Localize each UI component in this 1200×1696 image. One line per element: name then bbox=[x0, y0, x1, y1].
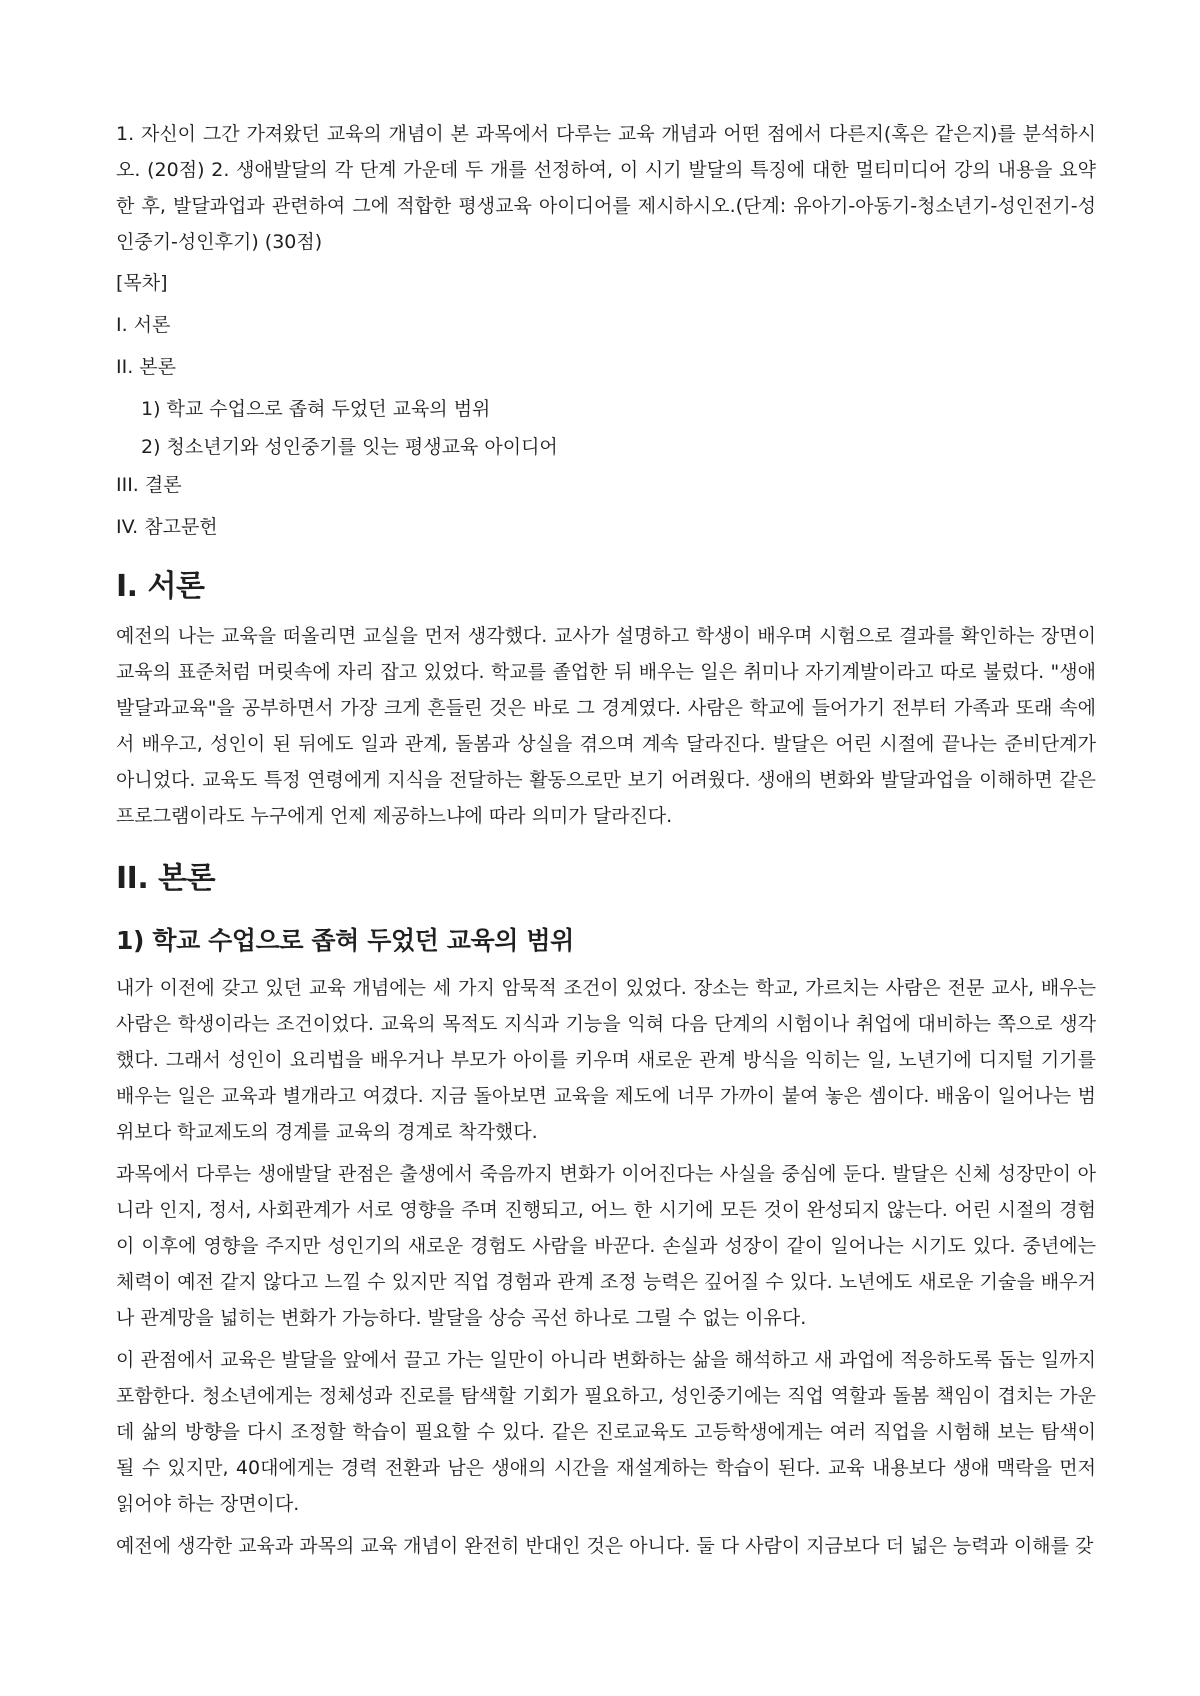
toc-item-references: IV. 참고문헌 bbox=[116, 516, 218, 538]
body-paragraph: 예전에 생각한 교육과 과목의 교육 개념이 완전히 반대인 것은 아니다. 둘 다 사람이 지금보다 더 넓은 능력과 이해를 갖 bbox=[116, 1535, 1094, 1557]
toc-item-intro: I. 서론 bbox=[116, 314, 171, 336]
section-heading-body: II. 본론 bbox=[116, 861, 216, 896]
body-paragraph: 내가 이전에 갖고 있던 교육 개념에는 세 가지 암묵적 조건이 있었다. 장소는 학교, 가르치는 사람은 전문 교사, 배우는 사람은 학생이라는 조건이었다. 교육의 목적도 지식과 기능을 익혀 다음 단계의 시험이나 취업에 대비하는 쪽으로 생각했다. 그래서 성인이 요리법을 배우거나 부모가 아이를 키우며 새로운 관계 방식을 익히는 일, 노년기에 디지털 기기를 배우는 일은 교육과 별개라고 여겼다. 지금 돌아보면 교육을 제도에 너무 가까이 붙여 놓은 셈이다. 배움이 일어나는 범위보다 학교제도의 경계를 교육의 경계로 착각했다. bbox=[116, 977, 1096, 1143]
section-heading-intro: I. 서론 bbox=[116, 569, 205, 604]
table-of-contents bbox=[116, 268, 1096, 542]
toc-item-body: II. 본론 bbox=[116, 356, 176, 378]
toc-item-body-sub2: 2) 청소년기와 성인중기를 잇는 평생교육 아이디어 bbox=[141, 436, 558, 458]
intro-paragraph: 예전의 나는 교육을 떠올리면 교실을 먼저 생각했다. 교사가 설명하고 학생이 배우며 시험으로 결과를 확인하는 장면이 교육의 표준처럼 머릿속에 자리 잡고 있었다. 학교를 졸업한 뒤 배우는 일은 취미나 자기계발이라고 따로 불렀다. "생애발달과교육"을 공부하면서 가장 크게 흔들린 것은 바로 그 경계였다. 사람은 학교에 들어가기 전부터 가족과 또래 속에서 배우고, 성인이 된 뒤에도 일과 관계, 돌봄과 상실을 겪으며 계속 달라진다. 발달은 어린 시절에 끝나는 준비단계가 아니었다. 교육도 특정 연령에게 지식을 전달하는 활동으로만 보기 어려웠다. 생애의 변화와 발달과업을 이해하면 같은 프로그램이라도 누구에게 언제 제공하느냐에 따라 의미가 달라진다. bbox=[116, 625, 1096, 827]
body-paragraph: 과목에서 다루는 생애발달 관점은 출생에서 죽음까지 변화가 이어진다는 사실을 중심에 둔다. 발달은 신체 성장만이 아니라 인지, 정서, 사회관계가 서로 영향을 주며 진행되고, 어느 한 시기에 모든 것이 완성되지 않는다. 어린 시절의 경험이 이후에 영향을 주지만 성인기의 새로운 경험도 사람을 바꾼다. 손실과 성장이 같이 일어나는 시기도 있다. 중년에는 체력이 예전 같지 않다고 느낄 수 있지만 직업 경험과 관계 조정 능력은 깊어질 수 있다. 노년에도 새로운 기술을 배우거나 관계망을 넓히는 변화가 가능하다. 발달을 상승 곡선 하나로 그릴 수 없는 이유다. bbox=[116, 1163, 1096, 1329]
assignment-question: 1. 자신이 그간 가져왔던 교육의 개념이 본 과목에서 다루는 교육 개념과 어떤 점에서 다른지(혹은 같은지)를 분석하시오. (20점) 2. 생애발달의 각 단계 가운데 두 개를 선정하여, 이 시기 발달의 특징에 대한 멀티미디어 강의 내용을 요약한 후, 발달과업과 관련하여 그에 적합한 평생교육 아이디어를 제시하시오.(단계: 유아기-아동기-청소년기-성인전기-성인중기-성인후기) (30점) bbox=[116, 123, 1096, 253]
toc-item-body-sub1: 1) 학교 수업으로 좁혀 두었던 교육의 범위 bbox=[141, 398, 491, 420]
subsection-heading-1: 1) 학교 수업으로 좁혀 두었던 교육의 범위 bbox=[116, 926, 574, 955]
toc-title: [목차] bbox=[116, 272, 168, 294]
body-paragraph: 이 관점에서 교육은 발달을 앞에서 끌고 가는 일만이 아니라 변화하는 삶을 해석하고 새 과업에 적응하도록 돕는 일까지 포함한다. 청소년에게는 정체성과 진로를 탐색할 기회가 필요하고, 성인중기에는 직업 역할과 돌봄 책임이 겹치는 가운데 삶의 방향을 다시 조정할 학습이 필요할 수 있다. 같은 진로교육도 고등학생에게는 여러 직업을 시험해 보는 탐색이 될 수 있지만, 40대에게는 경력 전환과 남은 생애의 시간을 재설계하는 학습이 된다. 교육 내용보다 생애 맥락을 먼저 읽어야 하는 장면이다. bbox=[116, 1349, 1096, 1515]
toc-item-conclusion: III. 결론 bbox=[116, 474, 182, 496]
